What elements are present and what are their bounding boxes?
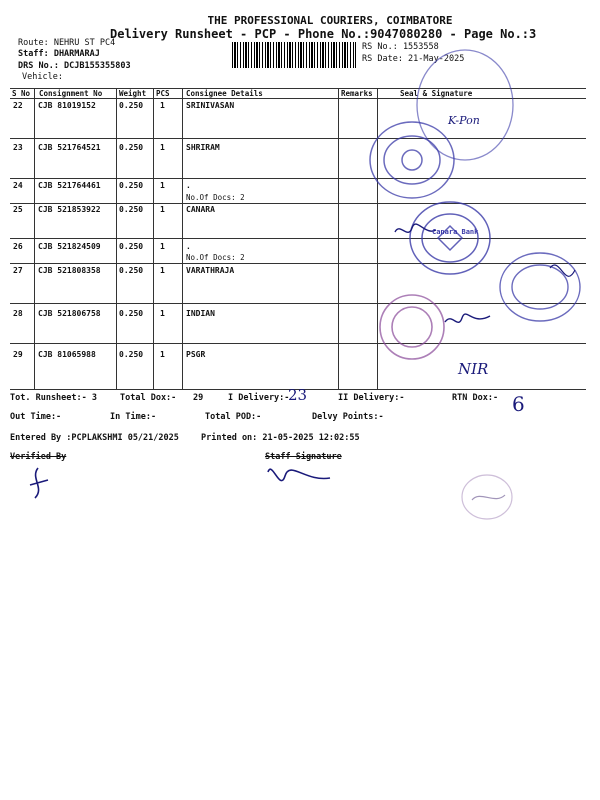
seal-handwriting: K-Pon	[448, 114, 480, 127]
signature-faint	[472, 495, 505, 500]
col-pcs: PCS	[156, 89, 170, 98]
col-weight: Weight	[119, 89, 147, 98]
total-pod: Total POD:-	[205, 412, 262, 422]
rtn-dox-label: RTN Dox:-	[452, 393, 499, 403]
col-remarks: Remarks	[341, 89, 373, 98]
printed-on: Printed on: 21-05-2025 12:02:55	[201, 433, 360, 443]
col-consignee: Consignee Details	[186, 89, 263, 98]
staff-label: Staff: DHARMARAJ	[18, 49, 100, 59]
i-delivery-label: I Delivery:-	[228, 393, 290, 403]
vehicle-label: Vehicle:	[22, 72, 63, 82]
col-seal: Seal & Signature	[400, 89, 473, 98]
staff-signature: Staff Signature	[265, 452, 342, 462]
verified-by: Verified By	[10, 452, 67, 462]
i-delivery-handwritten: 23	[288, 386, 308, 404]
limited-stamp	[417, 50, 513, 160]
ii-delivery-label: II Delivery:-	[338, 393, 405, 403]
rtn-dox-handwritten: 6	[512, 392, 525, 416]
rs-date: RS Date: 21-May-2025	[362, 54, 465, 64]
drs-number: DRS No.: DCJB155355803	[18, 61, 131, 71]
total-dox-label: Total Dox:-	[120, 393, 177, 403]
canara-stamp-text: Canara Bank	[432, 228, 479, 236]
finance-stamp	[370, 122, 454, 198]
route-label: Route: NEHRU ST PC4	[18, 38, 116, 48]
col-consignment: Consignment No	[39, 89, 103, 98]
delvy-points: Delvy Points:-	[312, 412, 384, 422]
company-title: THE PROFESSIONAL COURIERS, COIMBATORE	[207, 14, 453, 27]
total-dox-value: 29	[193, 393, 204, 403]
entered-by: Entered By :PCPLAKSHMI 05/21/2025	[10, 433, 179, 443]
signature-row28	[445, 314, 490, 322]
out-time: Out Time:-	[10, 412, 62, 422]
in-time: In Time:-	[110, 412, 157, 422]
signature-staff	[268, 469, 330, 480]
nir-handwriting: NIR	[458, 360, 489, 378]
tot-runsheet: Tot. Runsheet:- 3	[10, 393, 97, 403]
purple-stamp	[380, 295, 444, 359]
canara-bank-stamp	[410, 202, 490, 274]
signature-verified	[30, 468, 48, 498]
runsheet-subtitle: Delivery Runsheet - PCP - Phone No.:9047080280 - Page No.:3	[110, 27, 537, 41]
textiles-stamp	[500, 253, 580, 321]
col-sno: S No	[12, 89, 31, 98]
signature-row22	[395, 224, 436, 232]
rs-number: RS No.: 1553558	[362, 42, 439, 52]
